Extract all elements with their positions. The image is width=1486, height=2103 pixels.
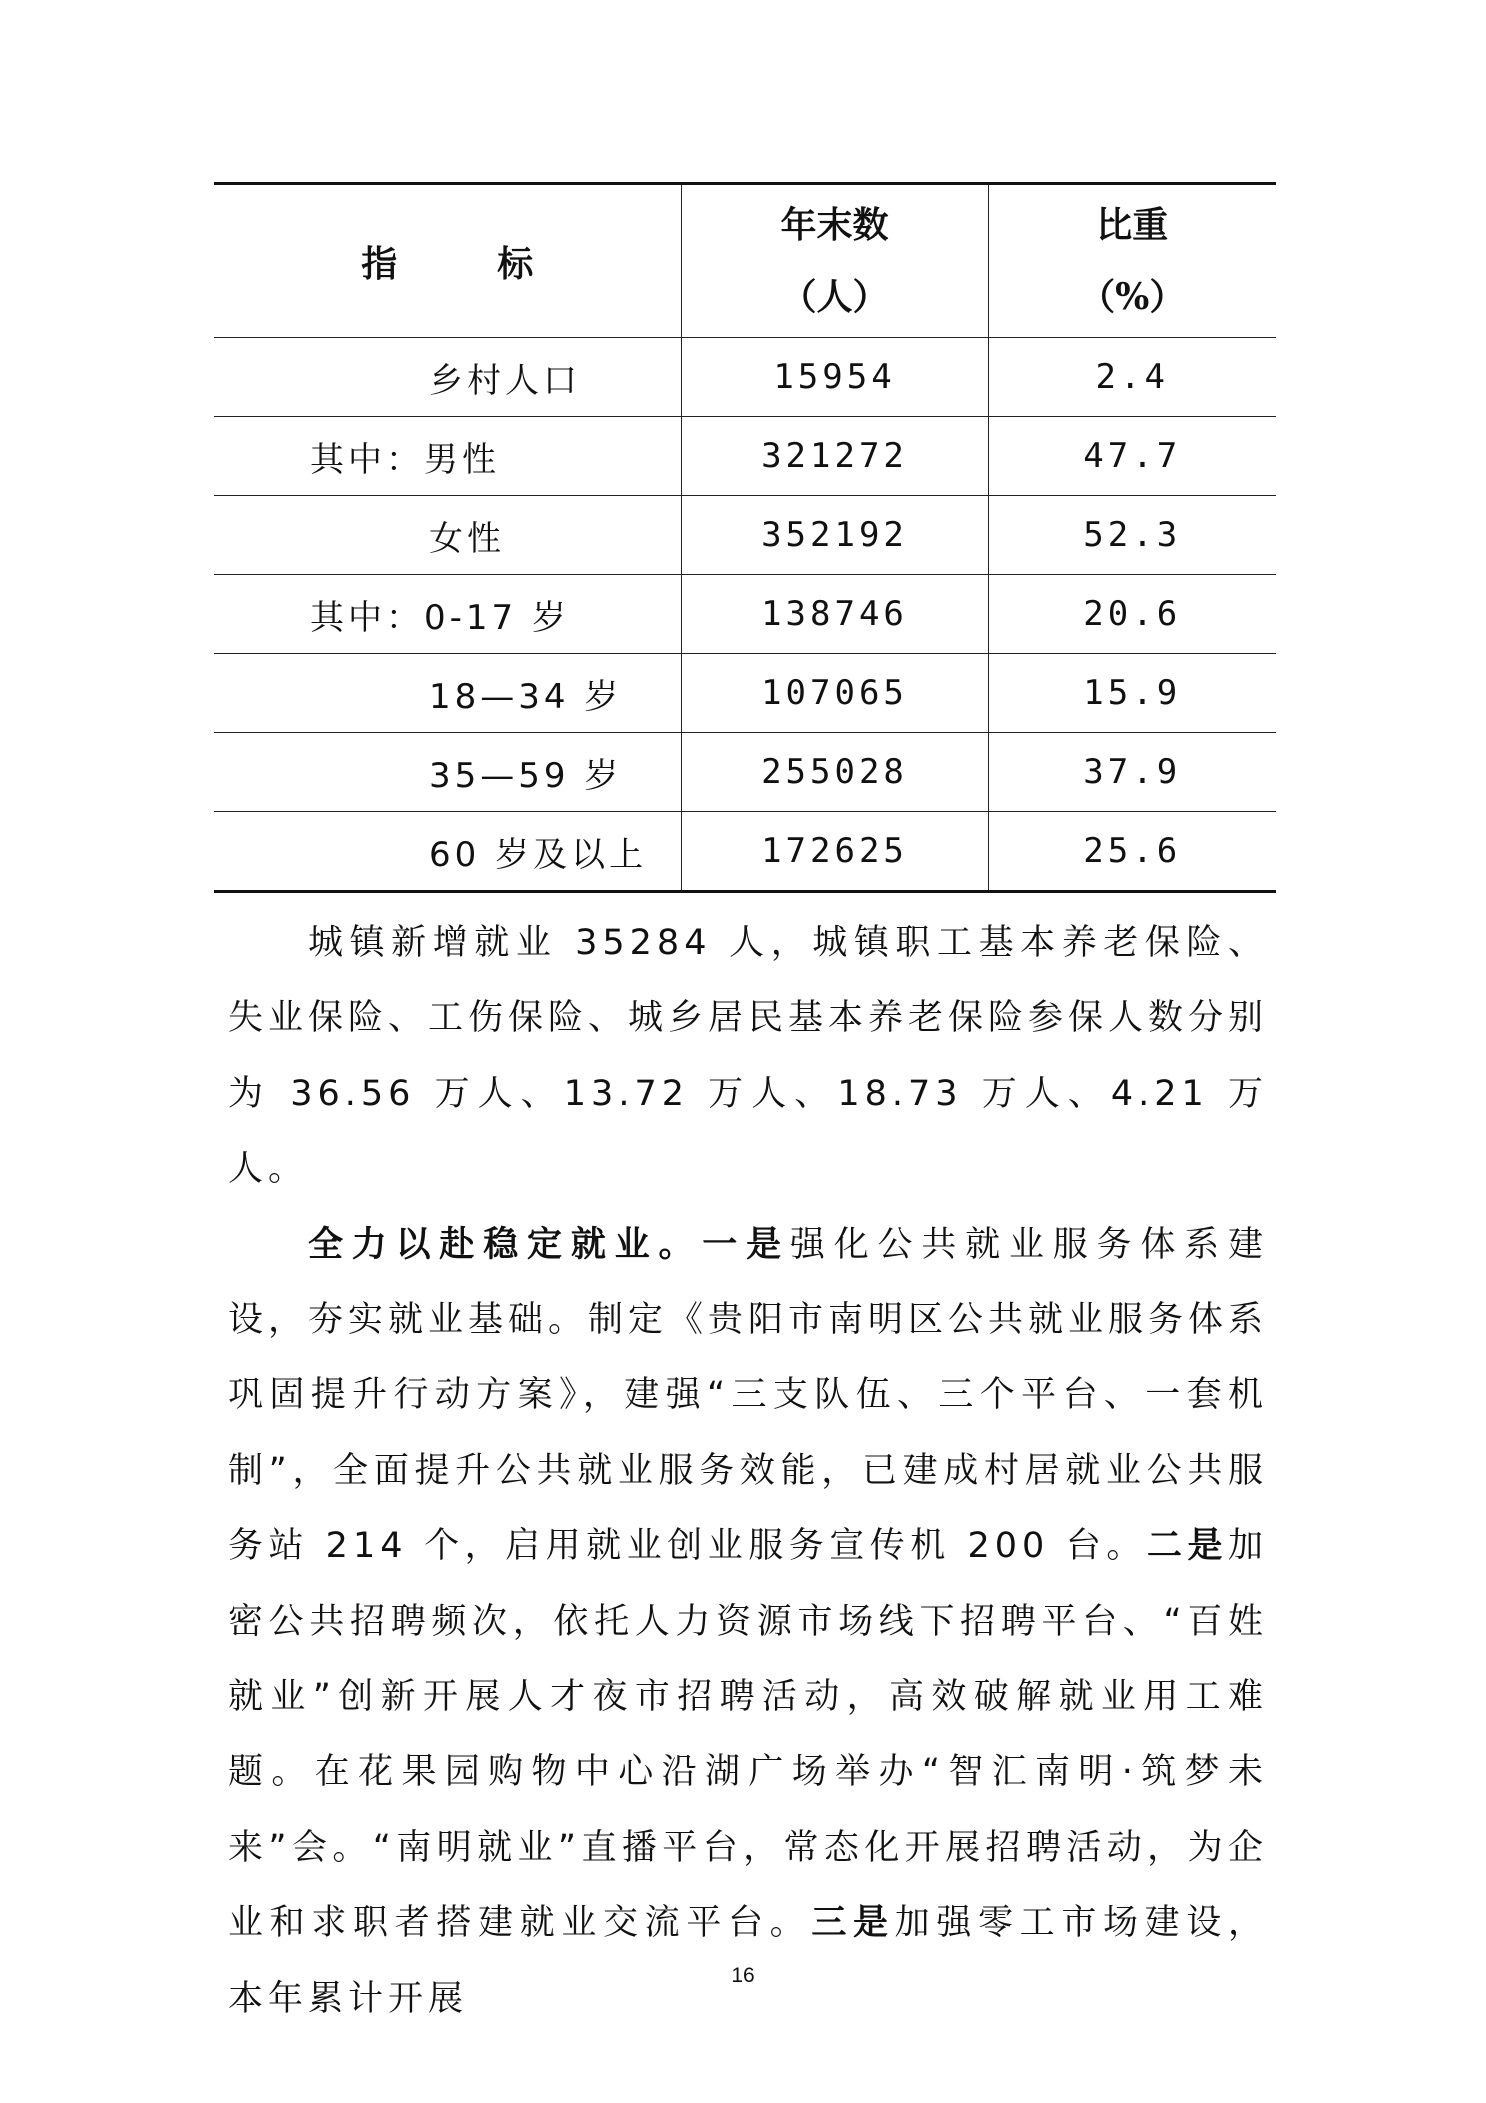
list-marker: 一是 <box>702 1224 790 1265</box>
paragraph-heading: 全力以赴稳定就业。 <box>308 1224 703 1265</box>
row-count: 138746 <box>681 575 988 654</box>
row-label: 其中：男性 <box>214 417 681 496</box>
row-share: 52.3 <box>988 496 1276 575</box>
row-count: 107065 <box>681 654 988 733</box>
row-share: 47.7 <box>988 417 1276 496</box>
header-indicator: 指标 <box>214 184 681 338</box>
page-number: 16 <box>731 1964 755 1987</box>
row-share: 25.6 <box>988 812 1276 892</box>
row-count: 172625 <box>681 812 988 892</box>
row-label: 35—59 岁 <box>214 733 681 812</box>
table-row <box>214 496 1276 575</box>
body-text <box>228 906 1268 2037</box>
table-row <box>214 575 1276 654</box>
row-label: 18—34 岁 <box>214 654 681 733</box>
table-header-row <box>214 184 1276 338</box>
list-marker: 二是 <box>1146 1526 1228 1567</box>
table-row <box>214 733 1276 812</box>
row-share: 37.9 <box>988 733 1276 812</box>
paragraph-text: 强化公共就业服务体系建设，夯实就业基础。制定《贵阳市南明区公共就业服务体系巩固提升行动方案》，建强“三支队伍、三个平台、一套机制”，全面提升公共就业服务效能，已建成村居就业公共服务站 214 个，启用就业创业服务宣传机 200 台。 <box>228 1224 1269 1567</box>
row-share: 15.9 <box>988 654 1276 733</box>
paragraph-stable-employment <box>228 1208 1268 2037</box>
list-marker: 三是 <box>811 1903 895 1944</box>
row-label: 乡村人口 <box>214 338 681 417</box>
row-label: 其中：0-17 岁 <box>214 575 681 654</box>
table-row <box>214 654 1276 733</box>
row-count: 352192 <box>681 496 988 575</box>
paragraph-employment-insurance: 城镇新增就业 35284 人，城镇职工基本养老保险、失业保险、工伤保险、城乡居民基本养老保险参保人数分别为 36.56 万人、13.72 万人、18.73 万人、4.21 万人。 <box>228 923 1269 1190</box>
table-row <box>214 338 1276 417</box>
row-share: 2.4 <box>988 338 1276 417</box>
header-year-end-count: 年末数 （人） <box>681 184 988 338</box>
paragraph-text: 加密公共招聘频次，依托人力资源市场线下招聘平台、“百姓就业”创新开展人才夜市招聘活动，高效破解就业用工难题。在花果园购物中心沿湖广场举办“智汇南明·筑梦未来”会。“南明就业”直播平台，常态化开展招聘活动，为企业和求职者搭建就业交流平台。 <box>228 1526 1268 1944</box>
row-share: 20.6 <box>988 575 1276 654</box>
table-row <box>214 417 1276 496</box>
population-table <box>214 182 1276 893</box>
row-count: 321272 <box>681 417 988 496</box>
header-share: 比重 （%） <box>988 184 1276 338</box>
row-label: 女性 <box>214 496 681 575</box>
row-label: 60 岁及以上 <box>214 812 681 892</box>
table-row <box>214 812 1276 892</box>
row-count: 255028 <box>681 733 988 812</box>
paragraph-text: 加强零工市场建设，本年累计开展 <box>228 1903 1268 2019</box>
row-count: 15954 <box>681 338 988 417</box>
